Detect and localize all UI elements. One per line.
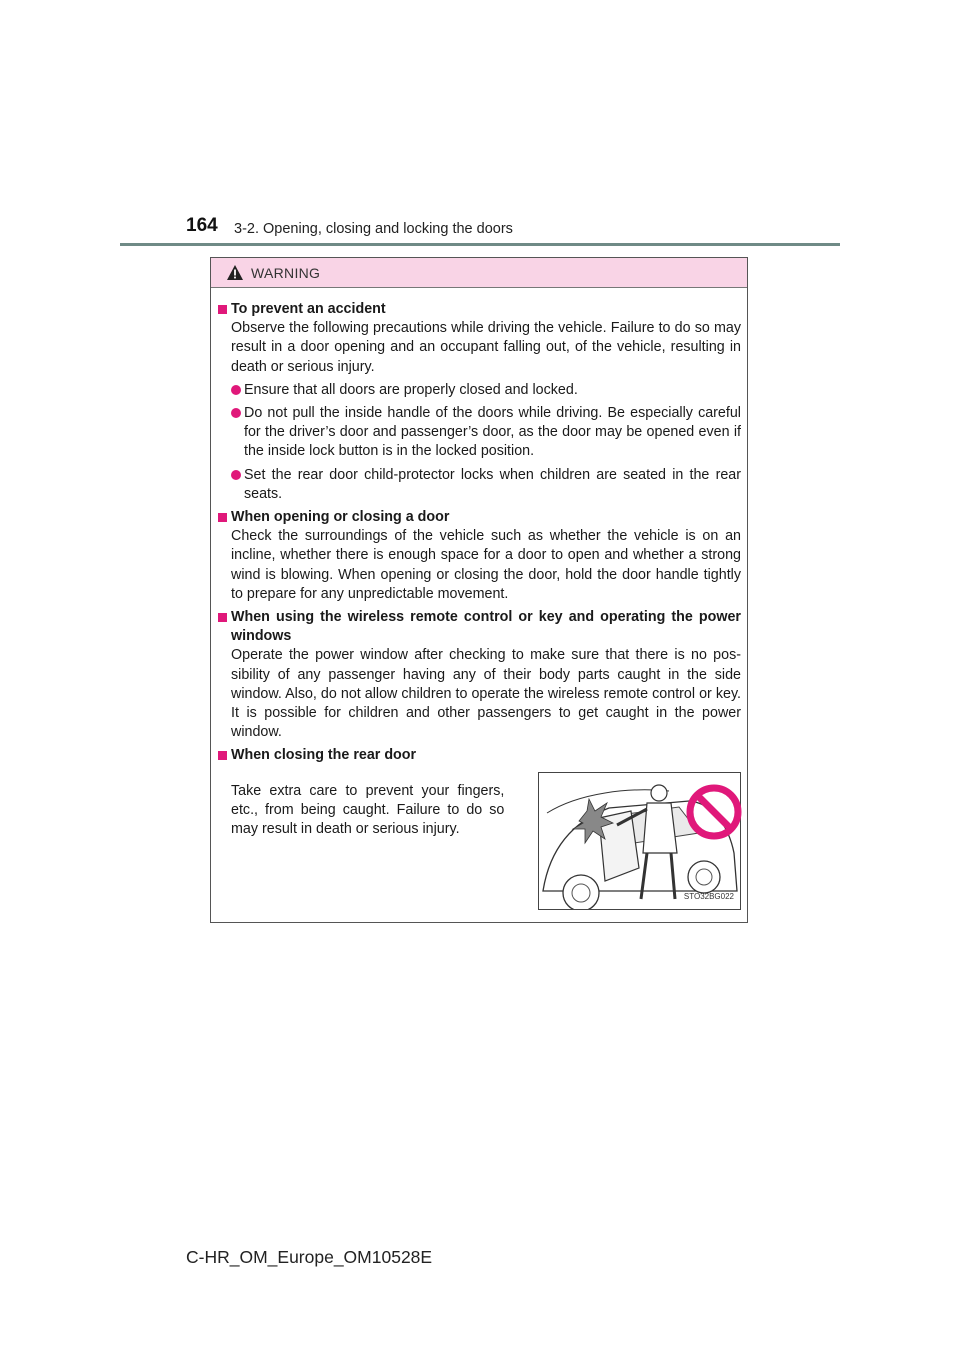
bullet-item: Set the rear door child-protector locks when children are seated in the rear seats.	[217, 466, 741, 504]
section-text: Take extra care to prevent your fingers, etc., from being caught. Failure to do so may result in death or serious injury.	[231, 782, 505, 838]
square-bullet-icon	[218, 613, 227, 622]
round-bullet-icon	[231, 408, 241, 418]
section-heading: When using the wireless remote control or key and operating the power windows	[217, 608, 741, 646]
section-title: 3-2. Opening, closing and locking the doors	[234, 221, 513, 237]
square-bullet-icon	[218, 305, 227, 314]
round-bullet-icon	[231, 385, 241, 395]
section-text: Check the surroundings of the vehicle such as whether the vehicle is on an incline, whether there is enough space for a door to open and whether a strong wind is blowing. When opening or closing the door, hold the door handle tightly to prepare for any unpredictable movement.	[231, 528, 741, 602]
warning-header	[211, 258, 747, 288]
square-bullet-icon	[218, 513, 227, 522]
section-heading: When closing the rear door	[217, 746, 741, 765]
bullet-item: Ensure that all doors are properly closed and locked.	[217, 381, 741, 400]
warning-title: WARNING	[251, 264, 321, 281]
warning-box	[210, 257, 748, 923]
section-text: Observe the following precautions while driving the vehicle. Failure to do so may result in a door opening and an occupant falling out, of the vehicle, resulting in death or serious injury.	[231, 320, 741, 375]
illustration-code: STO32BG022	[683, 892, 734, 902]
rear-door-illustration	[538, 772, 741, 910]
section-heading: To prevent an accident	[217, 300, 741, 319]
warning-content	[211, 288, 747, 910]
section-heading: When opening or closing a door	[217, 508, 741, 527]
warning-icon	[227, 265, 243, 280]
square-bullet-icon	[218, 751, 227, 760]
section-text: Operate the power window after checking to make sure that there is no pos-sibility of any passenger having any of their body parts caught in the side window. Also, do not allow children to operate the wireless remote control or key. It is possible for children and other passengers to get caught in the power window.	[231, 647, 741, 741]
round-bullet-icon	[231, 470, 241, 480]
bullet-item: Do not pull the inside handle of the doors while driving. Be especially careful for the driver’s door and passenger’s door, as the door may be opened even if the inside lock button is in the locked position.	[217, 404, 741, 462]
page-number: 164	[186, 215, 218, 236]
prohibited-icon	[685, 783, 743, 841]
header-rule	[120, 243, 840, 246]
document-code: C-HR_OM_Europe_OM10528E	[186, 1247, 433, 1267]
rear-door-block	[217, 772, 741, 910]
